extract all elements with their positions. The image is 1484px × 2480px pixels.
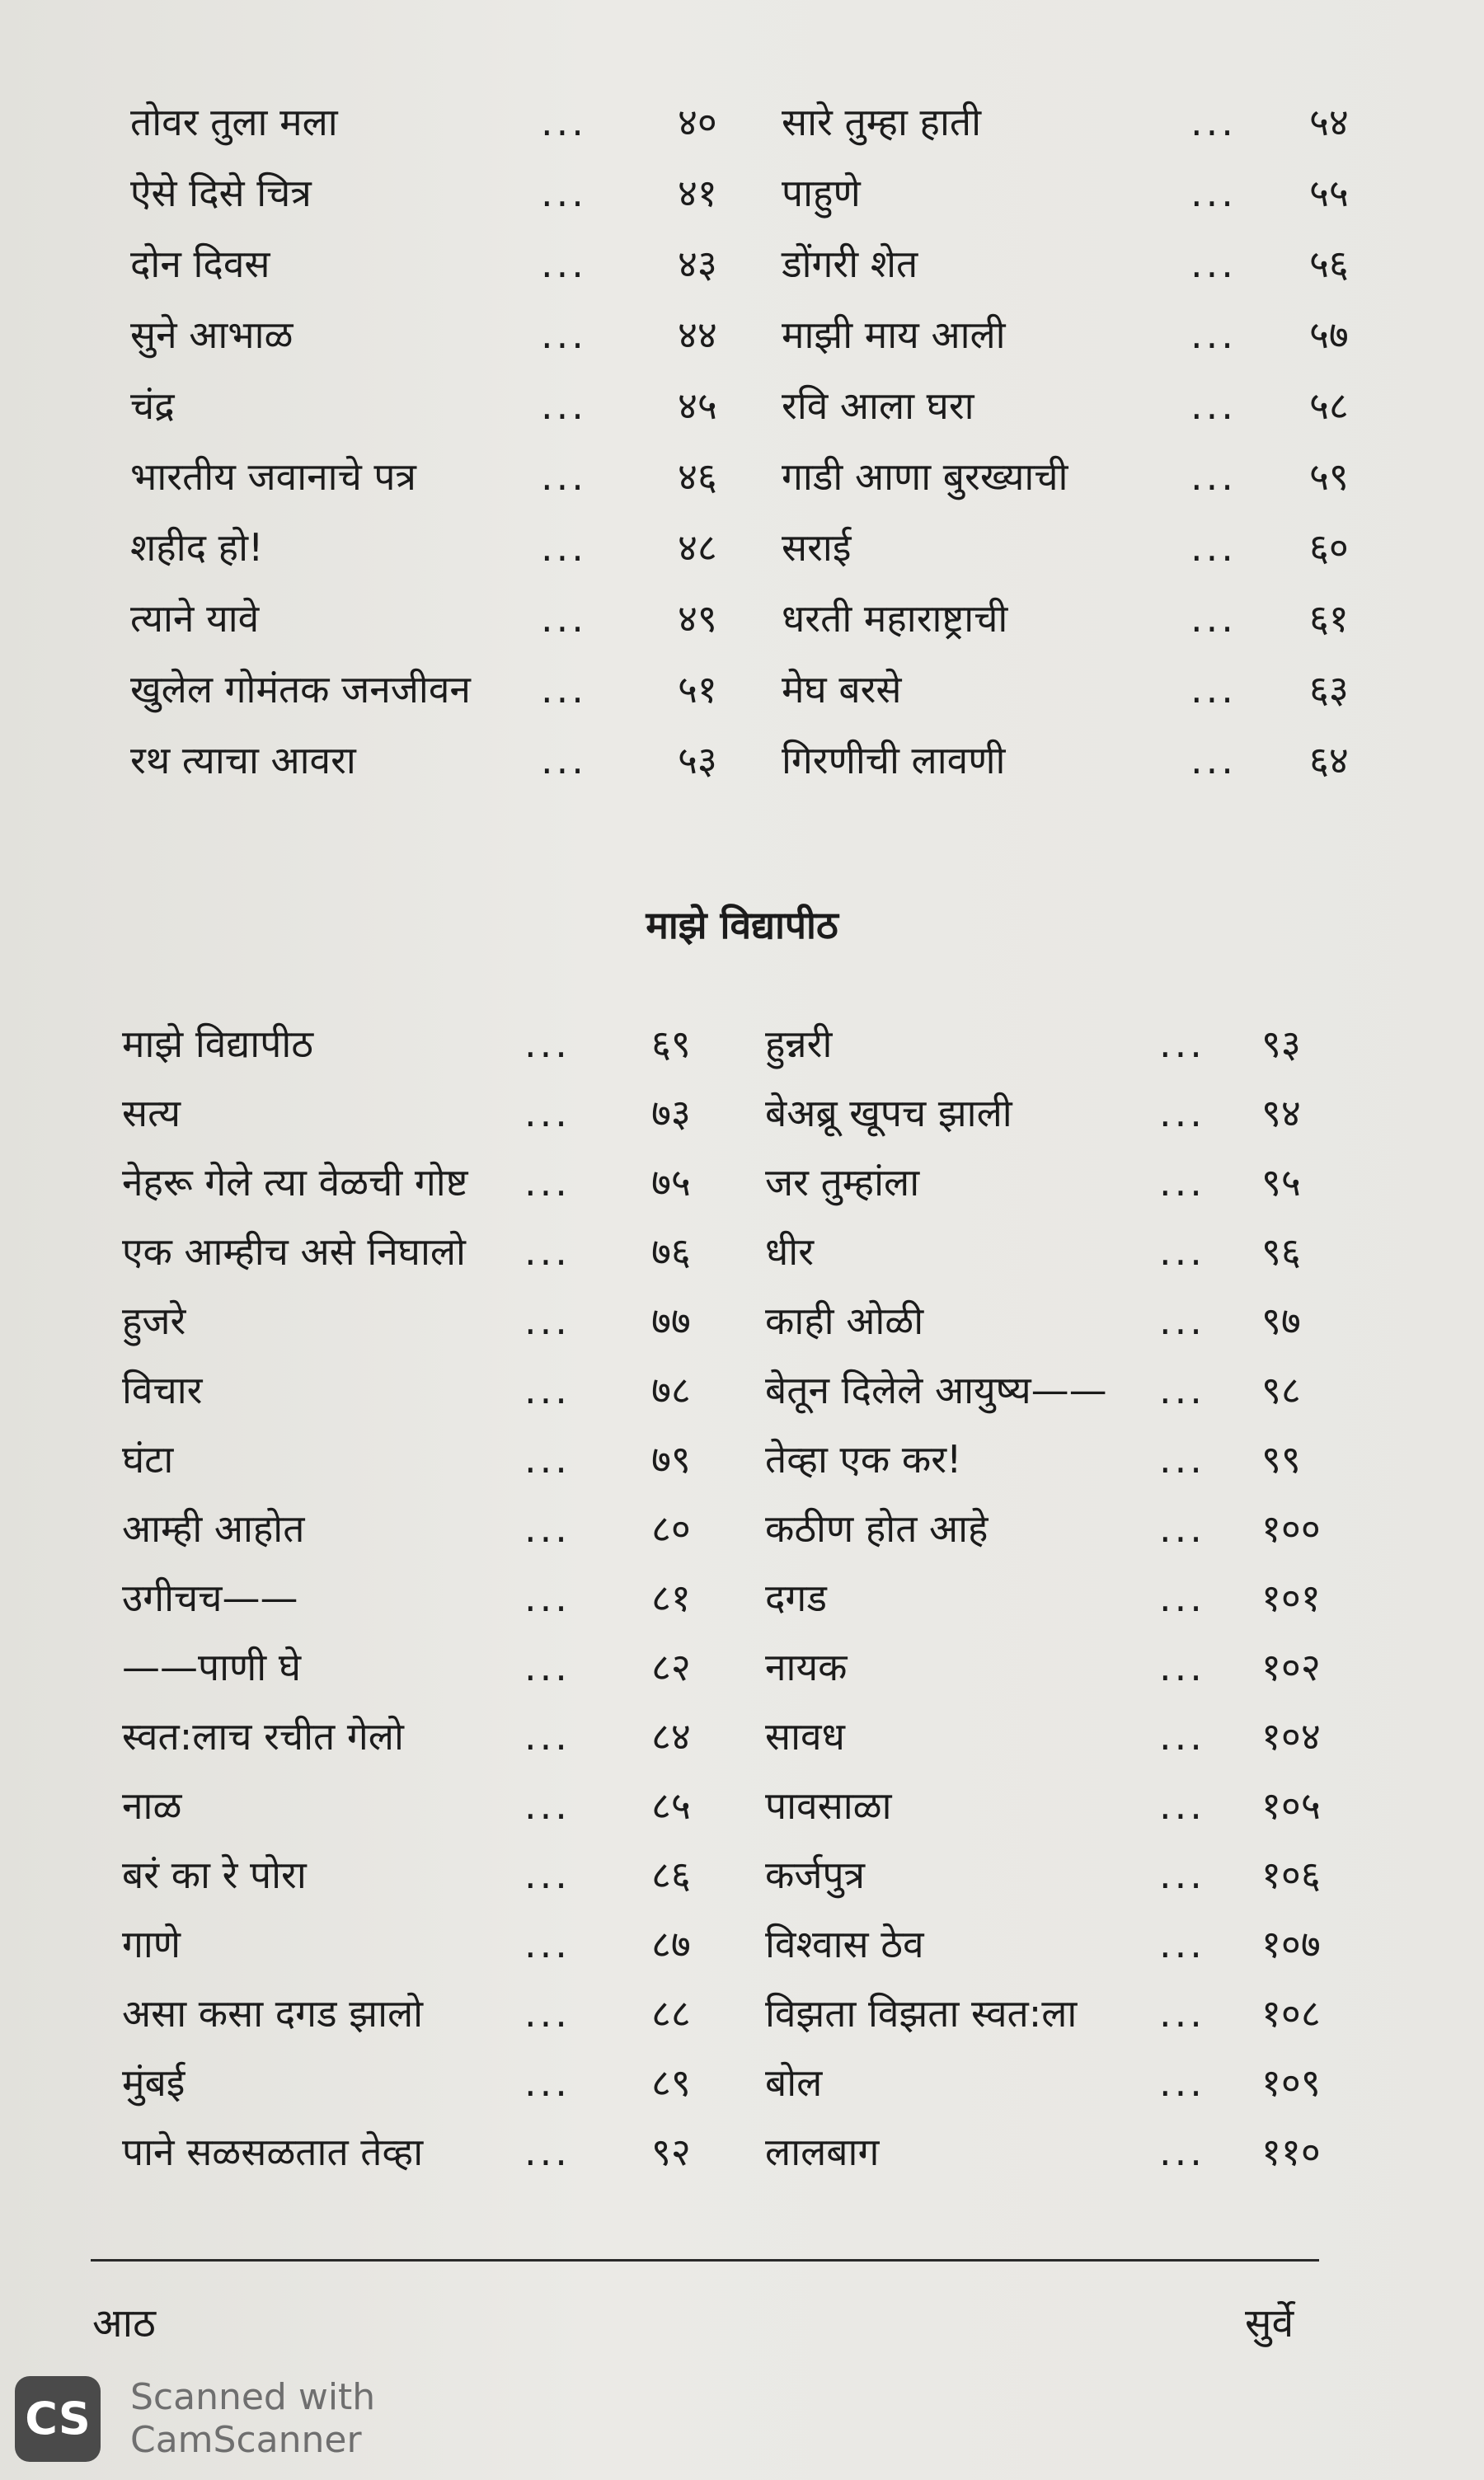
toc-entry-page: ७७ xyxy=(651,1299,691,1343)
toc-entry-page: ५३ xyxy=(678,738,717,782)
leader-dots: ... xyxy=(541,738,587,782)
leader-dots: ... xyxy=(524,1368,571,1412)
toc-row xyxy=(0,168,1484,218)
toc-entry-page: ६३ xyxy=(1309,667,1349,712)
toc-entry-page: १०९ xyxy=(1261,2060,1321,2105)
toc-entry-title: माझी माय आली xyxy=(782,312,1006,357)
leader-dots: ... xyxy=(541,454,587,499)
leader-dots: ... xyxy=(541,100,587,144)
toc-entry-title: गिरणीची लावणी xyxy=(782,738,1006,782)
toc-row xyxy=(0,1712,1484,1761)
toc-entry-title: कठीण होत आहे xyxy=(765,1506,989,1551)
leader-dots: ... xyxy=(524,1022,571,1066)
toc-entry-page: ४१ xyxy=(678,171,717,215)
camscanner-watermark xyxy=(130,2376,375,2462)
toc-row xyxy=(0,1296,1484,1346)
toc-entry-page: ८६ xyxy=(651,1853,691,1897)
toc-entry-page: ५६ xyxy=(1309,242,1349,286)
toc-entry-title: नायक xyxy=(765,1645,848,1689)
leader-dots: ... xyxy=(1190,454,1237,499)
toc-row xyxy=(0,1781,1484,1830)
footer-author: सुर्वे xyxy=(1245,2300,1294,2346)
toc-row xyxy=(0,1227,1484,1276)
leader-dots: ... xyxy=(524,2060,571,2105)
toc-row xyxy=(0,452,1484,501)
toc-entry-page: १०८ xyxy=(1261,1991,1321,2036)
toc-entry-title: मुंबई xyxy=(122,2060,186,2105)
toc-entry-title: चंद्र xyxy=(130,383,175,428)
leader-dots: ... xyxy=(541,596,587,641)
toc-entry-title: तेव्हा एक कर! xyxy=(765,1437,962,1482)
toc-row xyxy=(0,2127,1484,2177)
toc-entry-page: १०४ xyxy=(1261,1714,1321,1759)
footer-page-label: आठ xyxy=(92,2300,156,2346)
toc-row xyxy=(0,1435,1484,1484)
toc-entry-page: ९७ xyxy=(1261,1299,1301,1343)
toc-entry-title: विझता विझता स्वत:ला xyxy=(765,1991,1078,2036)
toc-entry-page: १०६ xyxy=(1261,1853,1321,1897)
watermark-line-1: Scanned with xyxy=(130,2376,376,2418)
toc-entry-page: ८१ xyxy=(651,1576,691,1620)
toc-entry-title: पाने सळसळतात तेव्हा xyxy=(122,2130,424,2174)
toc-entry-page: ६९ xyxy=(651,1022,691,1066)
leader-dots: ... xyxy=(524,1437,571,1482)
leader-dots: ... xyxy=(1190,100,1237,144)
toc-row xyxy=(0,523,1484,572)
leader-dots: ... xyxy=(1159,1991,1205,2036)
leader-dots: ... xyxy=(1190,242,1237,286)
leader-dots: ... xyxy=(524,1229,571,1274)
toc-entry-title: असा कसा दगड झालो xyxy=(122,1991,424,2036)
toc-entry-page: ८२ xyxy=(651,1645,691,1689)
toc-entry-page: ९८ xyxy=(1261,1368,1301,1412)
toc-entry-title: सावध xyxy=(765,1714,845,1759)
toc-entry-title: माझे विद्यापीठ xyxy=(122,1022,313,1066)
toc-row xyxy=(0,1088,1484,1138)
toc-entry-page: ७८ xyxy=(651,1368,691,1412)
toc-entry-title: आम्ही आहोत xyxy=(122,1506,305,1551)
toc-entry-page: ११० xyxy=(1261,2130,1321,2174)
toc-entry-title: मेघ बरसे xyxy=(782,667,902,712)
leader-dots: ... xyxy=(524,1922,571,1966)
toc-entry-page: ९३ xyxy=(1261,1022,1301,1066)
leader-dots: ... xyxy=(1159,1576,1205,1620)
toc-entry-title: विचार xyxy=(122,1368,203,1412)
toc-row xyxy=(0,381,1484,430)
leader-dots: ... xyxy=(1159,1506,1205,1551)
toc-entry-title: तोवर तुला मला xyxy=(130,100,338,144)
toc-row xyxy=(0,1158,1484,1207)
toc-row xyxy=(0,1504,1484,1553)
toc-entry-title: जर तुम्हांला xyxy=(765,1160,920,1205)
toc-entry-title: नाळ xyxy=(122,1783,182,1828)
toc-entry-title: हुन्नरी xyxy=(765,1022,833,1066)
toc-entry-page: १०० xyxy=(1261,1506,1321,1551)
toc-entry-title: गाणे xyxy=(122,1922,181,1966)
toc-entry-page: ४० xyxy=(678,100,717,144)
leader-dots: ... xyxy=(541,383,587,428)
toc-entry-title: स्वत:लाच रचीत गेलो xyxy=(122,1714,404,1759)
toc-row xyxy=(0,1365,1484,1415)
toc-entry-page: १०१ xyxy=(1261,1576,1321,1620)
toc-row xyxy=(0,735,1484,785)
leader-dots: ... xyxy=(1159,2060,1205,2105)
leader-dots: ... xyxy=(541,312,587,357)
toc-entry-page: ८० xyxy=(651,1506,691,1551)
toc-entry-page: ८९ xyxy=(651,2060,691,2105)
section-heading: माझे विद्यापीठ xyxy=(646,903,838,947)
toc-entry-page: ५४ xyxy=(1309,100,1349,144)
leader-dots: ... xyxy=(524,1783,571,1828)
toc-entry-title: हुजरे xyxy=(122,1299,186,1343)
toc-entry-page: ८५ xyxy=(651,1783,691,1828)
leader-dots: ... xyxy=(1159,1437,1205,1482)
toc-entry-page: ७९ xyxy=(651,1437,691,1482)
toc-entry-title: रथ त्याचा आवरा xyxy=(130,738,356,782)
toc-row xyxy=(0,310,1484,359)
leader-dots: ... xyxy=(541,171,587,215)
toc-entry-title: धरती महाराष्ट्राची xyxy=(782,596,1008,641)
toc-entry-title: धीर xyxy=(765,1229,815,1274)
toc-entry-page: ५९ xyxy=(1309,454,1349,499)
leader-dots: ... xyxy=(1159,1022,1205,1066)
toc-row xyxy=(0,594,1484,643)
toc-entry-title: बोल xyxy=(765,2060,823,2105)
leader-dots: ... xyxy=(1159,1922,1205,1966)
toc-entry-title: ऐसे दिसे चित्र xyxy=(130,171,312,215)
leader-dots: ... xyxy=(1159,1853,1205,1897)
leader-dots: ... xyxy=(1190,383,1237,428)
toc-entry-title: सारे तुम्हा हाती xyxy=(782,100,981,144)
toc-entry-page: ५८ xyxy=(1309,383,1349,428)
toc-entry-title: बेअब्रू खूपच झाली xyxy=(765,1091,1012,1135)
leader-dots: ... xyxy=(524,2130,571,2174)
leader-dots: ... xyxy=(1159,1783,1205,1828)
toc-entry-page: ९४ xyxy=(1261,1091,1301,1135)
leader-dots: ... xyxy=(1190,525,1237,570)
toc-entry-title: लालबाग xyxy=(765,2130,880,2174)
toc-entry-title: उगीचच—— xyxy=(122,1576,298,1620)
toc-entry-title: दोन दिवस xyxy=(130,242,270,286)
toc-entry-page: ४४ xyxy=(678,312,717,357)
toc-entry-page: ७५ xyxy=(651,1160,691,1205)
leader-dots: ... xyxy=(524,1091,571,1135)
toc-entry-page: ९९ xyxy=(1261,1437,1301,1482)
leader-dots: ... xyxy=(524,1645,571,1689)
toc-entry-page: ९२ xyxy=(651,2130,691,2174)
toc-entry-title: सुने आभाळ xyxy=(130,312,294,357)
toc-entry-page: ४५ xyxy=(678,383,717,428)
leader-dots: ... xyxy=(1159,1160,1205,1205)
leader-dots: ... xyxy=(524,1160,571,1205)
toc-entry-page: ४९ xyxy=(678,596,717,641)
leader-dots: ... xyxy=(1159,1299,1205,1343)
toc-entry-title: पाहुणे xyxy=(782,171,861,215)
toc-entry-page: ५५ xyxy=(1309,171,1349,215)
toc-row xyxy=(0,1019,1484,1069)
toc-entry-page: ८४ xyxy=(651,1714,691,1759)
toc-entry-title: दगड xyxy=(765,1576,827,1620)
toc-entry-title: विश्वास ठेव xyxy=(765,1922,924,1966)
leader-dots: ... xyxy=(524,1299,571,1343)
watermark-line-2: CamScanner xyxy=(130,2419,362,2461)
leader-dots: ... xyxy=(524,1991,571,2036)
leader-dots: ... xyxy=(1159,1091,1205,1135)
toc-entry-page: ५१ xyxy=(678,667,717,712)
toc-entry-title: गाडी आणा बुरख्याची xyxy=(782,454,1068,499)
toc-entry-page: ७६ xyxy=(651,1229,691,1274)
leader-dots: ... xyxy=(541,242,587,286)
toc-entry-title: कर्जपुत्र xyxy=(765,1853,865,1897)
toc-entry-title: काही ओळी xyxy=(765,1299,924,1343)
leader-dots: ... xyxy=(1159,2130,1205,2174)
toc-entry-page: ६४ xyxy=(1309,738,1349,782)
leader-dots: ... xyxy=(1190,738,1237,782)
leader-dots: ... xyxy=(1159,1714,1205,1759)
leader-dots: ... xyxy=(524,1506,571,1551)
toc-row xyxy=(0,1642,1484,1692)
leader-dots: ... xyxy=(1190,596,1237,641)
toc-entry-title: रवि आला घरा xyxy=(782,383,974,428)
toc-entry-title: बरं का रे पोरा xyxy=(122,1853,307,1897)
toc-entry-title: भारतीय जवानाचे पत्र xyxy=(130,454,416,499)
leader-dots: ... xyxy=(1159,1645,1205,1689)
toc-row xyxy=(0,1850,1484,1900)
toc-entry-page: १०५ xyxy=(1261,1783,1321,1828)
leader-dots: ... xyxy=(1190,312,1237,357)
toc-entry-title: सराई xyxy=(782,525,852,570)
camscanner-logo: CS xyxy=(15,2376,101,2462)
toc-row xyxy=(0,665,1484,714)
toc-entry-title: एक आम्हीच असे निघालो xyxy=(122,1229,466,1274)
toc-entry-page: ४६ xyxy=(678,454,717,499)
toc-entry-page: ४८ xyxy=(678,525,717,570)
toc-entry-title: त्याने यावे xyxy=(130,596,260,641)
toc-entry-page: ६० xyxy=(1309,525,1349,570)
toc-entry-page: ४३ xyxy=(678,242,717,286)
leader-dots: ... xyxy=(1190,667,1237,712)
toc-row xyxy=(0,1919,1484,1969)
toc-entry-page: ६१ xyxy=(1309,596,1349,641)
footer-rule xyxy=(91,2259,1319,2262)
leader-dots: ... xyxy=(541,667,587,712)
toc-row xyxy=(0,2058,1484,2107)
leader-dots: ... xyxy=(524,1714,571,1759)
leader-dots: ... xyxy=(1190,171,1237,215)
toc-entry-page: ८७ xyxy=(651,1922,691,1966)
toc-entry-page: १०७ xyxy=(1261,1922,1321,1966)
toc-row xyxy=(0,1989,1484,2038)
toc-entry-page: ८८ xyxy=(651,1991,691,2036)
toc-entry-title: ——पाणी घे xyxy=(122,1645,302,1689)
toc-entry-page: ५७ xyxy=(1309,312,1349,357)
toc-entry-title: डोंगरी शेत xyxy=(782,242,918,286)
leader-dots: ... xyxy=(1159,1229,1205,1274)
toc-entry-title: खुलेल गोमंतक जनजीवन xyxy=(130,667,471,712)
toc-row xyxy=(0,97,1484,147)
toc-entry-page: १०२ xyxy=(1261,1645,1321,1689)
toc-entry-title: नेहरू गेले त्या वेळची गोष्ट xyxy=(122,1160,468,1205)
toc-entry-page: ९६ xyxy=(1261,1229,1301,1274)
toc-entry-title: शहीद हो! xyxy=(130,525,264,570)
toc-entry-page: ९५ xyxy=(1261,1160,1301,1205)
toc-row xyxy=(0,1573,1484,1623)
leader-dots: ... xyxy=(1159,1368,1205,1412)
leader-dots: ... xyxy=(541,525,587,570)
toc-entry-title: घंटा xyxy=(122,1437,174,1482)
leader-dots: ... xyxy=(524,1576,571,1620)
leader-dots: ... xyxy=(524,1853,571,1897)
toc-entry-title: सत्य xyxy=(122,1091,181,1135)
toc-row xyxy=(0,239,1484,289)
toc-entry-page: ७३ xyxy=(651,1091,691,1135)
toc-entry-title: बेतून दिलेले आयुष्य—— xyxy=(765,1368,1107,1412)
toc-entry-title: पावसाळा xyxy=(765,1783,892,1828)
